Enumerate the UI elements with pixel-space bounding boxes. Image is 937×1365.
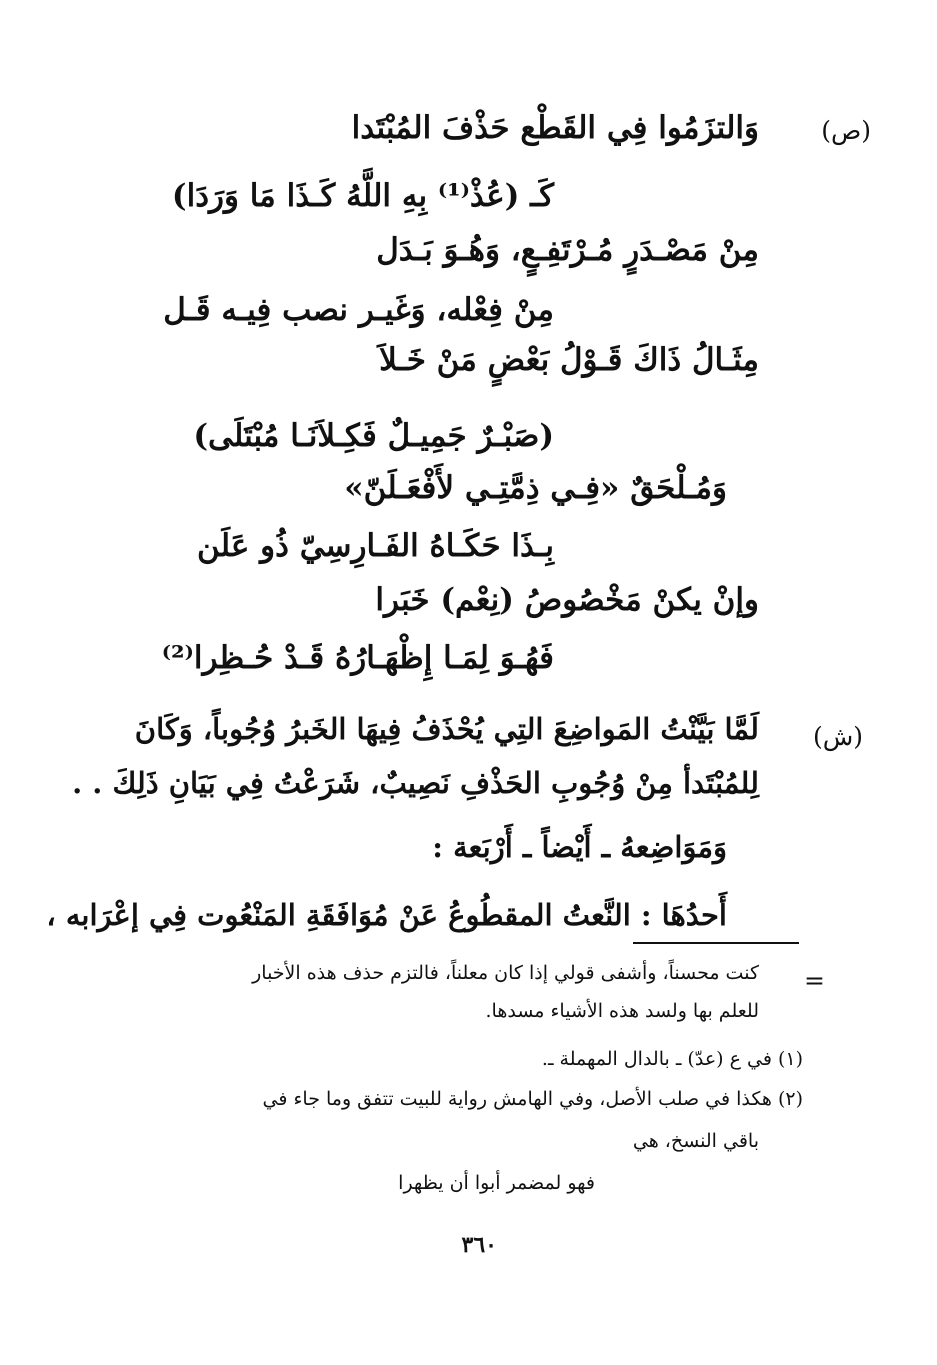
poem-line-1: وَالتزَمُوا فِي القَطْع حَذْفَ المُبْتَدا [351,110,759,146]
footnote-2-line-2: باقي النسخ، هي [632,1130,759,1152]
commentary-marker: (ش) [812,722,863,751]
footnote-continuation-line-2: للعلم بها ولسد هذه الأشياء مسدها. [485,1000,759,1022]
footnote-1: (١) في ع (عدّ) ـ بالدال المهملة ـ. [541,1048,803,1070]
page-number: ٣٦٠ [461,1232,497,1258]
poem-line-6: (صَبْـرٌ جَمِيـلٌ فَكِـلاَنَـا مُبْتَلَى) [193,418,554,454]
commentary-line-1: لَمَّا بَيَّنْتُ المَواضِعَ التِي يُحْذَفُ فِيهَا الخَبرُ وُجُوباً، وَكَانَ [134,712,759,746]
poem-line-7: وَمُـلْحَقٌ «فِـي ذِمَّتِـي لأَفْعَـلَنّ» [344,470,727,506]
poem-marker: (ص) [821,116,871,145]
poem-line-8: بِـذَا حَكَـاهُ الفَـارِسِيّ ذُو عَلَن [197,528,554,564]
commentary-line-4: أَحدُهَا : النَّعتُ المقطُوعُ عَنْ مُوَافَقَةِ المَنْعُوت فِي إعْرَابه ، [46,898,727,932]
poem-line-10: فَهُـوَ لِمَـا إِظْهَـارُهُ قَـدْ حُـظِرا⁽²⁾ [161,640,554,676]
poem-line-9: وإنْ يكنْ مَخْصُوصُ (نِعْم) خَبَرا [375,582,759,618]
poem-line-3: مِنْ مَصْـدَرٍ مُـرْتَفِـعٍ، وَهُـوَ بَـدَل [376,232,759,268]
footnote-2-verse: فهو لمضمر أبوا أن يظهرا [398,1172,595,1194]
poem-line-5: مِثَـالُ ذَاكَ قَـوْلُ بَعْضٍ مَنْ خَـلاَ [379,342,759,378]
poem-line-4: مِنْ فِعْله، وَغَيـر نصب فِيـه قَـل [163,292,554,328]
footnote-2-line-1: (٢) هكذا في صلب الأصل، وفي الهامش رواية للبيت تتفق وما جاء في [262,1088,803,1110]
poem-line-2: كَـ (عُذْ⁽¹⁾ بِهِ اللَّهُ كَـذَا مَا وَرَدَا) [171,178,554,214]
footnote-separator [633,942,799,944]
footnote-continuation-mark: = [804,966,825,995]
commentary-line-2: لِلمُبْتَدأ مِنْ وُجُوبِ الحَذْفِ نَصِيبٌ، شَرَعْتُ فِي بَيَانِ ذَلِكَ . . [72,766,759,800]
footnote-continuation-line-1: كنت محسناً، وأشفى قولي إذا كان معلناً، فالتزم حذف هذه الأخبار [252,962,759,984]
commentary-line-3: وَمَوَاضِعهُ ـ أَيْضاً ـ أَرْبَعة : [432,830,727,864]
